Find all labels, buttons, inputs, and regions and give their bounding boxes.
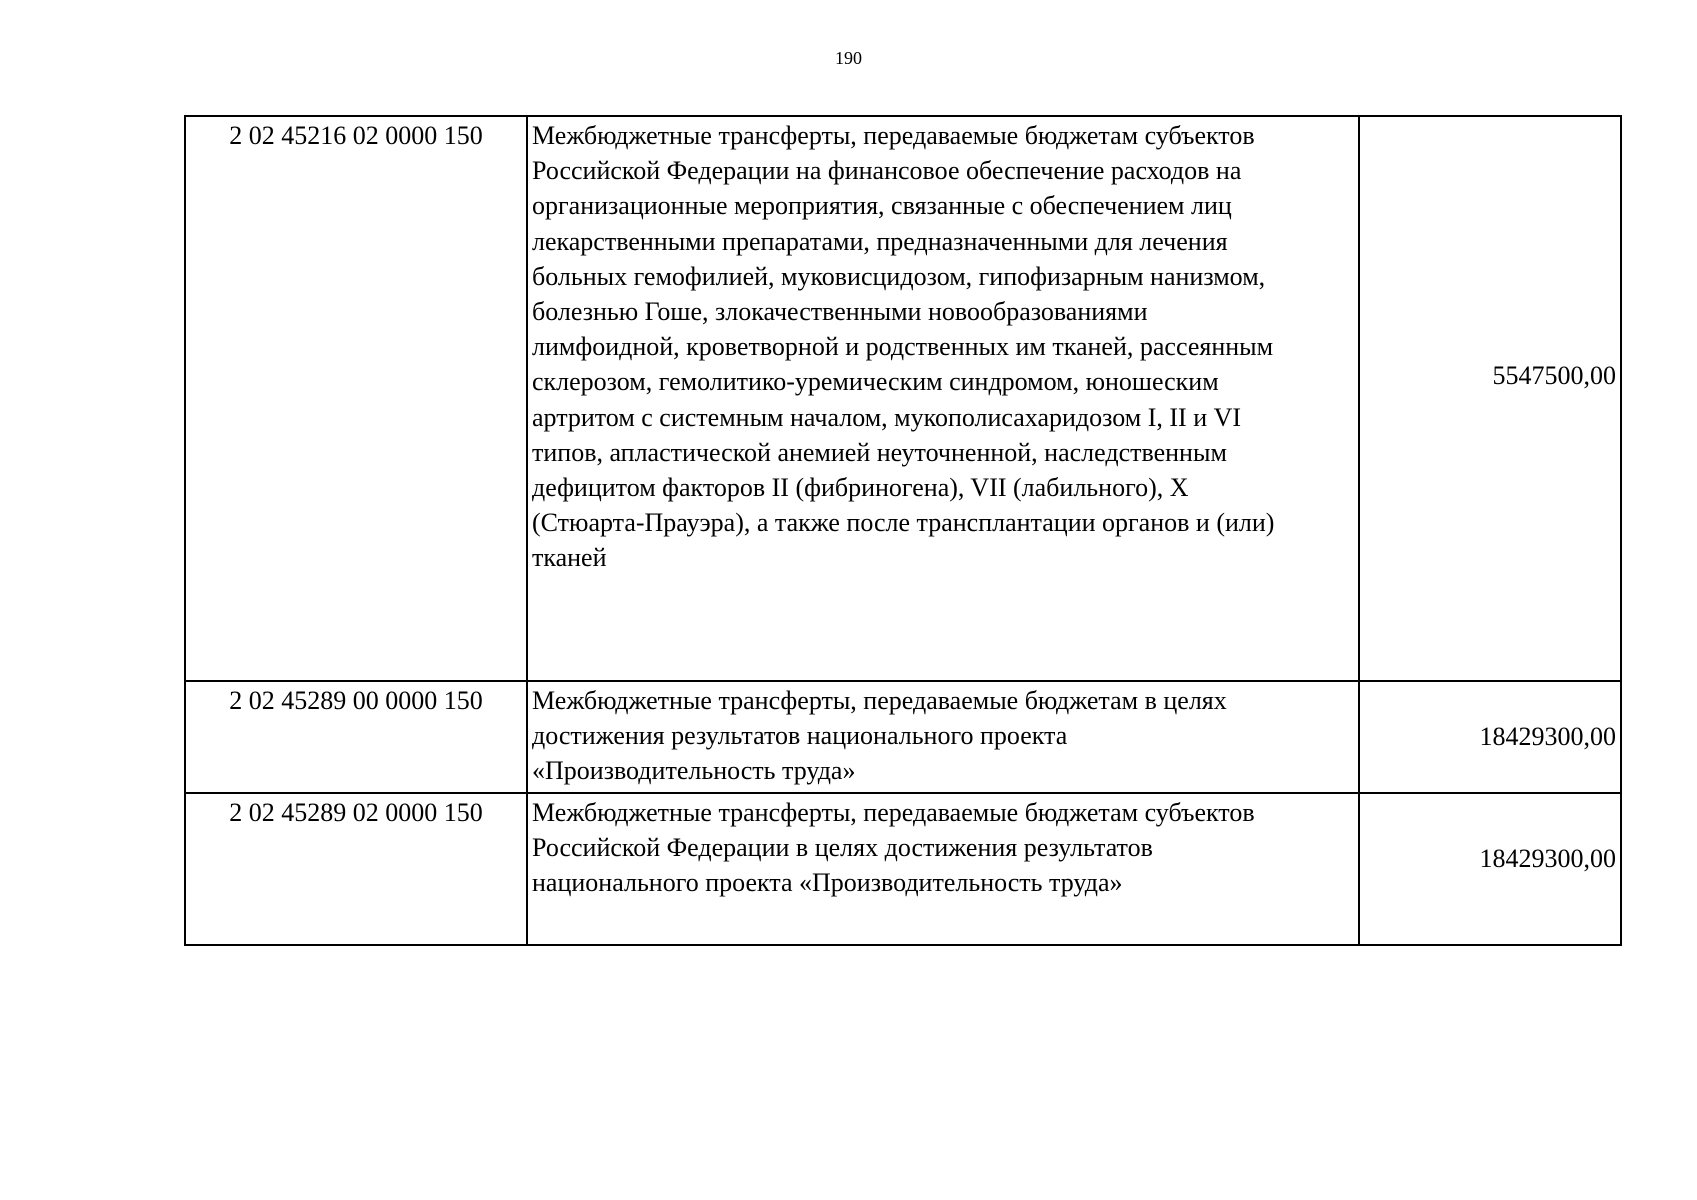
budget-code: 2 02 45289 00 0000 150 (185, 681, 527, 793)
amount: 18429300,00 (1359, 681, 1621, 793)
amount: 18429300,00 (1359, 793, 1621, 945)
table-row (185, 793, 1621, 945)
page-number: 190 (835, 48, 862, 68)
budget-code: 2 02 45289 02 0000 150 (185, 793, 527, 945)
description: Межбюджетные трансферты, передаваемые бюджетам субъектов Российской Федерации в целях достижения результатов национального проекта «Производительность труда» (527, 793, 1359, 945)
table-row (185, 116, 1621, 681)
amount: 5547500,00 (1359, 116, 1621, 681)
description: Межбюджетные трансферты, передаваемые бюджетам в целях достижения результатов национального проекта «Производительность труда» (527, 681, 1359, 793)
budget-code: 2 02 45216 02 0000 150 (185, 116, 527, 681)
budget-table (184, 115, 1622, 946)
table-row (185, 681, 1621, 793)
description: Межбюджетные трансферты, передаваемые бюджетам субъектов Российской Федерации на финансовое обеспечение расходов на организационные мероприятия, связанные с обеспечением лиц лекарственными препаратами, предназначенными для лечения больных гемофилией, муковисцидозом, гипофизарным нанизмом, болезнью Гоше, злокачественными новообразованиями лимфоидной, кроветворной и родственных им тканей, рассеянным склерозом, гемолитико-уремическим синдромом, юношеским артритом с системным началом, мукополисахаридозом I, II и VI типов, апластической анемией неуточненной, наследственным дефицитом факторов II (фибриногена), VII (лабильного), X (Стюарта-Прауэра), а также после трансплантации органов и (или) тканей (527, 116, 1359, 681)
